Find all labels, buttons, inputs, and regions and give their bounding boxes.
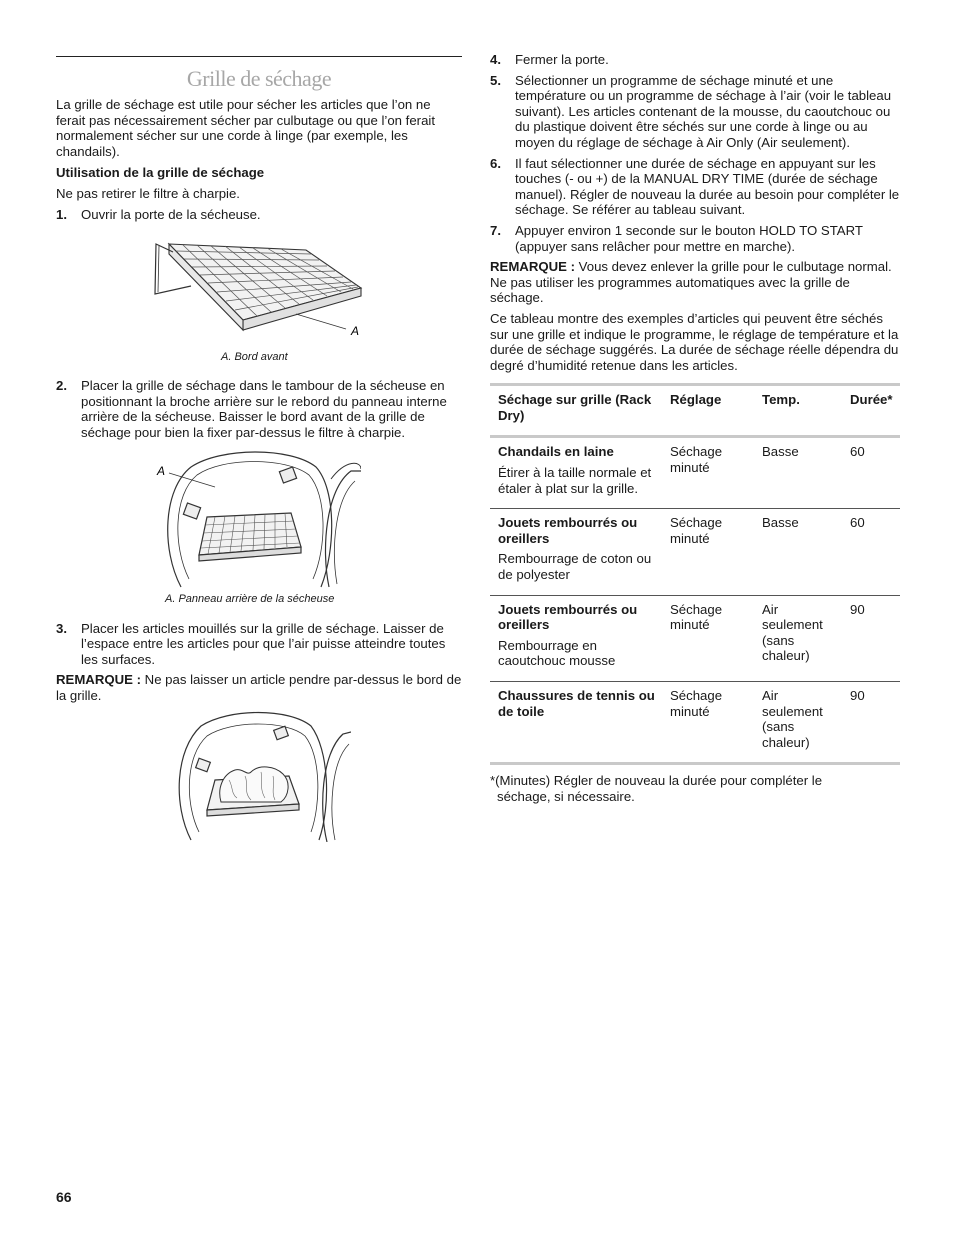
- table-header-row: [490, 385, 900, 437]
- intro-paragraph: La grille de séchage est utile pour sécher les articles que l’on ne ferait pas nécessairement sécher par culbutage ou que l’on ferait normalement sécher sur une corde à linge (par exemple, les chandails).: [56, 97, 435, 159]
- item-desc: Rembourrage en caoutchouc mousse: [498, 637, 616, 669]
- step-text: Il faut sélectionner une durée de séchage en appuyant sur les touches (- ou +) de la MANUAL DRY TIME (durée de séchage manuel). Régler de nouveau la durée au besoin pour compléter le séchage. Se référer au tableau suivant.: [515, 155, 900, 218]
- item-cell: [490, 595, 662, 681]
- time-cell: 60: [850, 444, 865, 460]
- figure2-caption: A. Panneau arrière de la sécheuse: [165, 592, 335, 605]
- step-1: [56, 207, 462, 223]
- step-number: 7.: [490, 222, 501, 238]
- right-column: [490, 52, 900, 805]
- top-divider: [56, 56, 462, 57]
- dryer-drum-items-illustration: [171, 710, 351, 842]
- setting-cell: Séchage minuté: [670, 601, 723, 633]
- dryer-drum-rack-illustration: [151, 449, 361, 589]
- table-row: [490, 682, 900, 764]
- page-title: Grille de séchage: [186, 66, 332, 91]
- time-cell: 90: [850, 688, 865, 703]
- note-label: REMARQUE :: [56, 672, 141, 688]
- item-desc: Rembourrage de coton ou de polyester: [498, 551, 652, 583]
- figure1-label: A: [351, 324, 360, 339]
- drying-rack-illustration: [151, 234, 371, 349]
- section-subheading: Utilisation de la grille de séchage: [56, 165, 265, 181]
- table-footnote: [490, 773, 900, 804]
- step-7: [490, 223, 900, 254]
- time-cell: 90: [850, 601, 865, 617]
- time-cell: 60: [850, 515, 865, 531]
- item-cell: [490, 682, 662, 764]
- item-name: Chandails en laine: [498, 444, 614, 460]
- step-text: Fermer la porte.: [515, 52, 609, 67]
- step-text: Placer les articles mouillés sur la grille de séchage. Laisser de l’espace entre les articles pour que l’air puisse atteindre toutes les surfaces.: [81, 620, 446, 667]
- col-header-temp: Temp.: [762, 392, 800, 408]
- setting-cell: Séchage minuté: [670, 444, 723, 476]
- note-remove-rack: [490, 259, 900, 306]
- step-2: [56, 378, 462, 440]
- step-3: [56, 621, 462, 668]
- lint-filter-note: Ne pas retirer le filtre à charpie.: [56, 185, 240, 201]
- col-header-time: Durée*: [850, 392, 893, 408]
- footnote-line2: séchage, si nécessaire.: [497, 788, 635, 804]
- page-number: 66: [56, 1189, 72, 1205]
- table-intro: Ce tableau montre des exemples d’articles qui peuvent être séchés sur une grille et indique le programme, le réglage de température et la durée de séchage suggérés. La durée de séchage réelle dépendra du degré d’humidité retenue dans les articles.: [490, 310, 899, 373]
- step-number: 6.: [490, 155, 501, 171]
- rack-dry-table: [490, 383, 900, 765]
- step-5: [490, 73, 900, 151]
- left-column: [56, 56, 462, 842]
- step-number: 5.: [490, 72, 501, 88]
- table-row: [490, 437, 900, 509]
- step-number: 3.: [56, 620, 67, 636]
- setting-cell: Séchage minuté: [670, 515, 723, 546]
- step-number: 2.: [56, 378, 67, 394]
- item-cell: [490, 437, 662, 509]
- footnote-line1: *(Minutes) Régler de nouveau la durée pour compléter le: [490, 773, 823, 789]
- step-6: [490, 156, 900, 218]
- item-name: Chaussures de tennis ou de toile: [498, 688, 655, 719]
- col-header-setting: Réglage: [670, 392, 722, 408]
- note-text: Vous devez enlever la grille pour le culbutage normal. Ne pas utiliser les programmes automatiques avec la grille de séchage.: [490, 259, 892, 306]
- col-header-item: Séchage sur grille (Rack Dry): [498, 392, 652, 423]
- figure1-caption: A. Bord avant: [221, 351, 288, 364]
- note-hanging: [56, 672, 462, 703]
- temp-cell: Basse: [762, 444, 799, 460]
- item-cell: [490, 509, 662, 595]
- step-number: 1.: [56, 206, 67, 222]
- note-label: REMARQUE :: [490, 259, 575, 275]
- step-number: 4.: [490, 52, 501, 67]
- table-row: [490, 595, 900, 681]
- step-4: [490, 52, 900, 68]
- note-text: Ne pas laisser un article pendre par-dessus le bord de la grille.: [56, 672, 462, 703]
- temp-cell: Basse: [762, 515, 799, 531]
- step-text: Placer la grille de séchage dans le tambour de la sécheuse en positionnant la broche arrière sur le rebord du panneau interne arrière de la sécheuse. Baisser le bord avant de la grille de séchage pour bien la fixer par-dessus le filtre à charpie.: [81, 378, 447, 440]
- figure2-label: A: [157, 463, 166, 478]
- step-text: Sélectionner un programme de séchage minuté et une température ou un programme de séchage à l’air (voir le tableau suivant). Les articles contenant de la mousse, du caoutchouc ou du plastique doivent être séchés sur une corde à linge ou au moyen du réglage de séchage à Air Only (Air seulement).: [515, 72, 892, 150]
- item-name: Jouets rembourrés ou oreillers: [498, 601, 638, 633]
- item-name: Jouets rembourrés ou oreillers: [498, 515, 638, 546]
- setting-cell: Séchage minuté: [670, 688, 723, 719]
- table-row: [490, 509, 900, 595]
- temp-cell: Air seulement (sans chaleur): [762, 688, 823, 750]
- temp-cell: Air seulement (sans chaleur): [762, 601, 823, 664]
- item-desc: Étirer à la taille normale et étaler à plat sur la grille.: [498, 465, 652, 496]
- step-text: Appuyer environ 1 seconde sur le bouton HOLD TO START (appuyer sans relâcher pour mettre en marche).: [515, 222, 863, 254]
- step-text: Ouvrir la porte de la sécheuse.: [81, 206, 261, 222]
